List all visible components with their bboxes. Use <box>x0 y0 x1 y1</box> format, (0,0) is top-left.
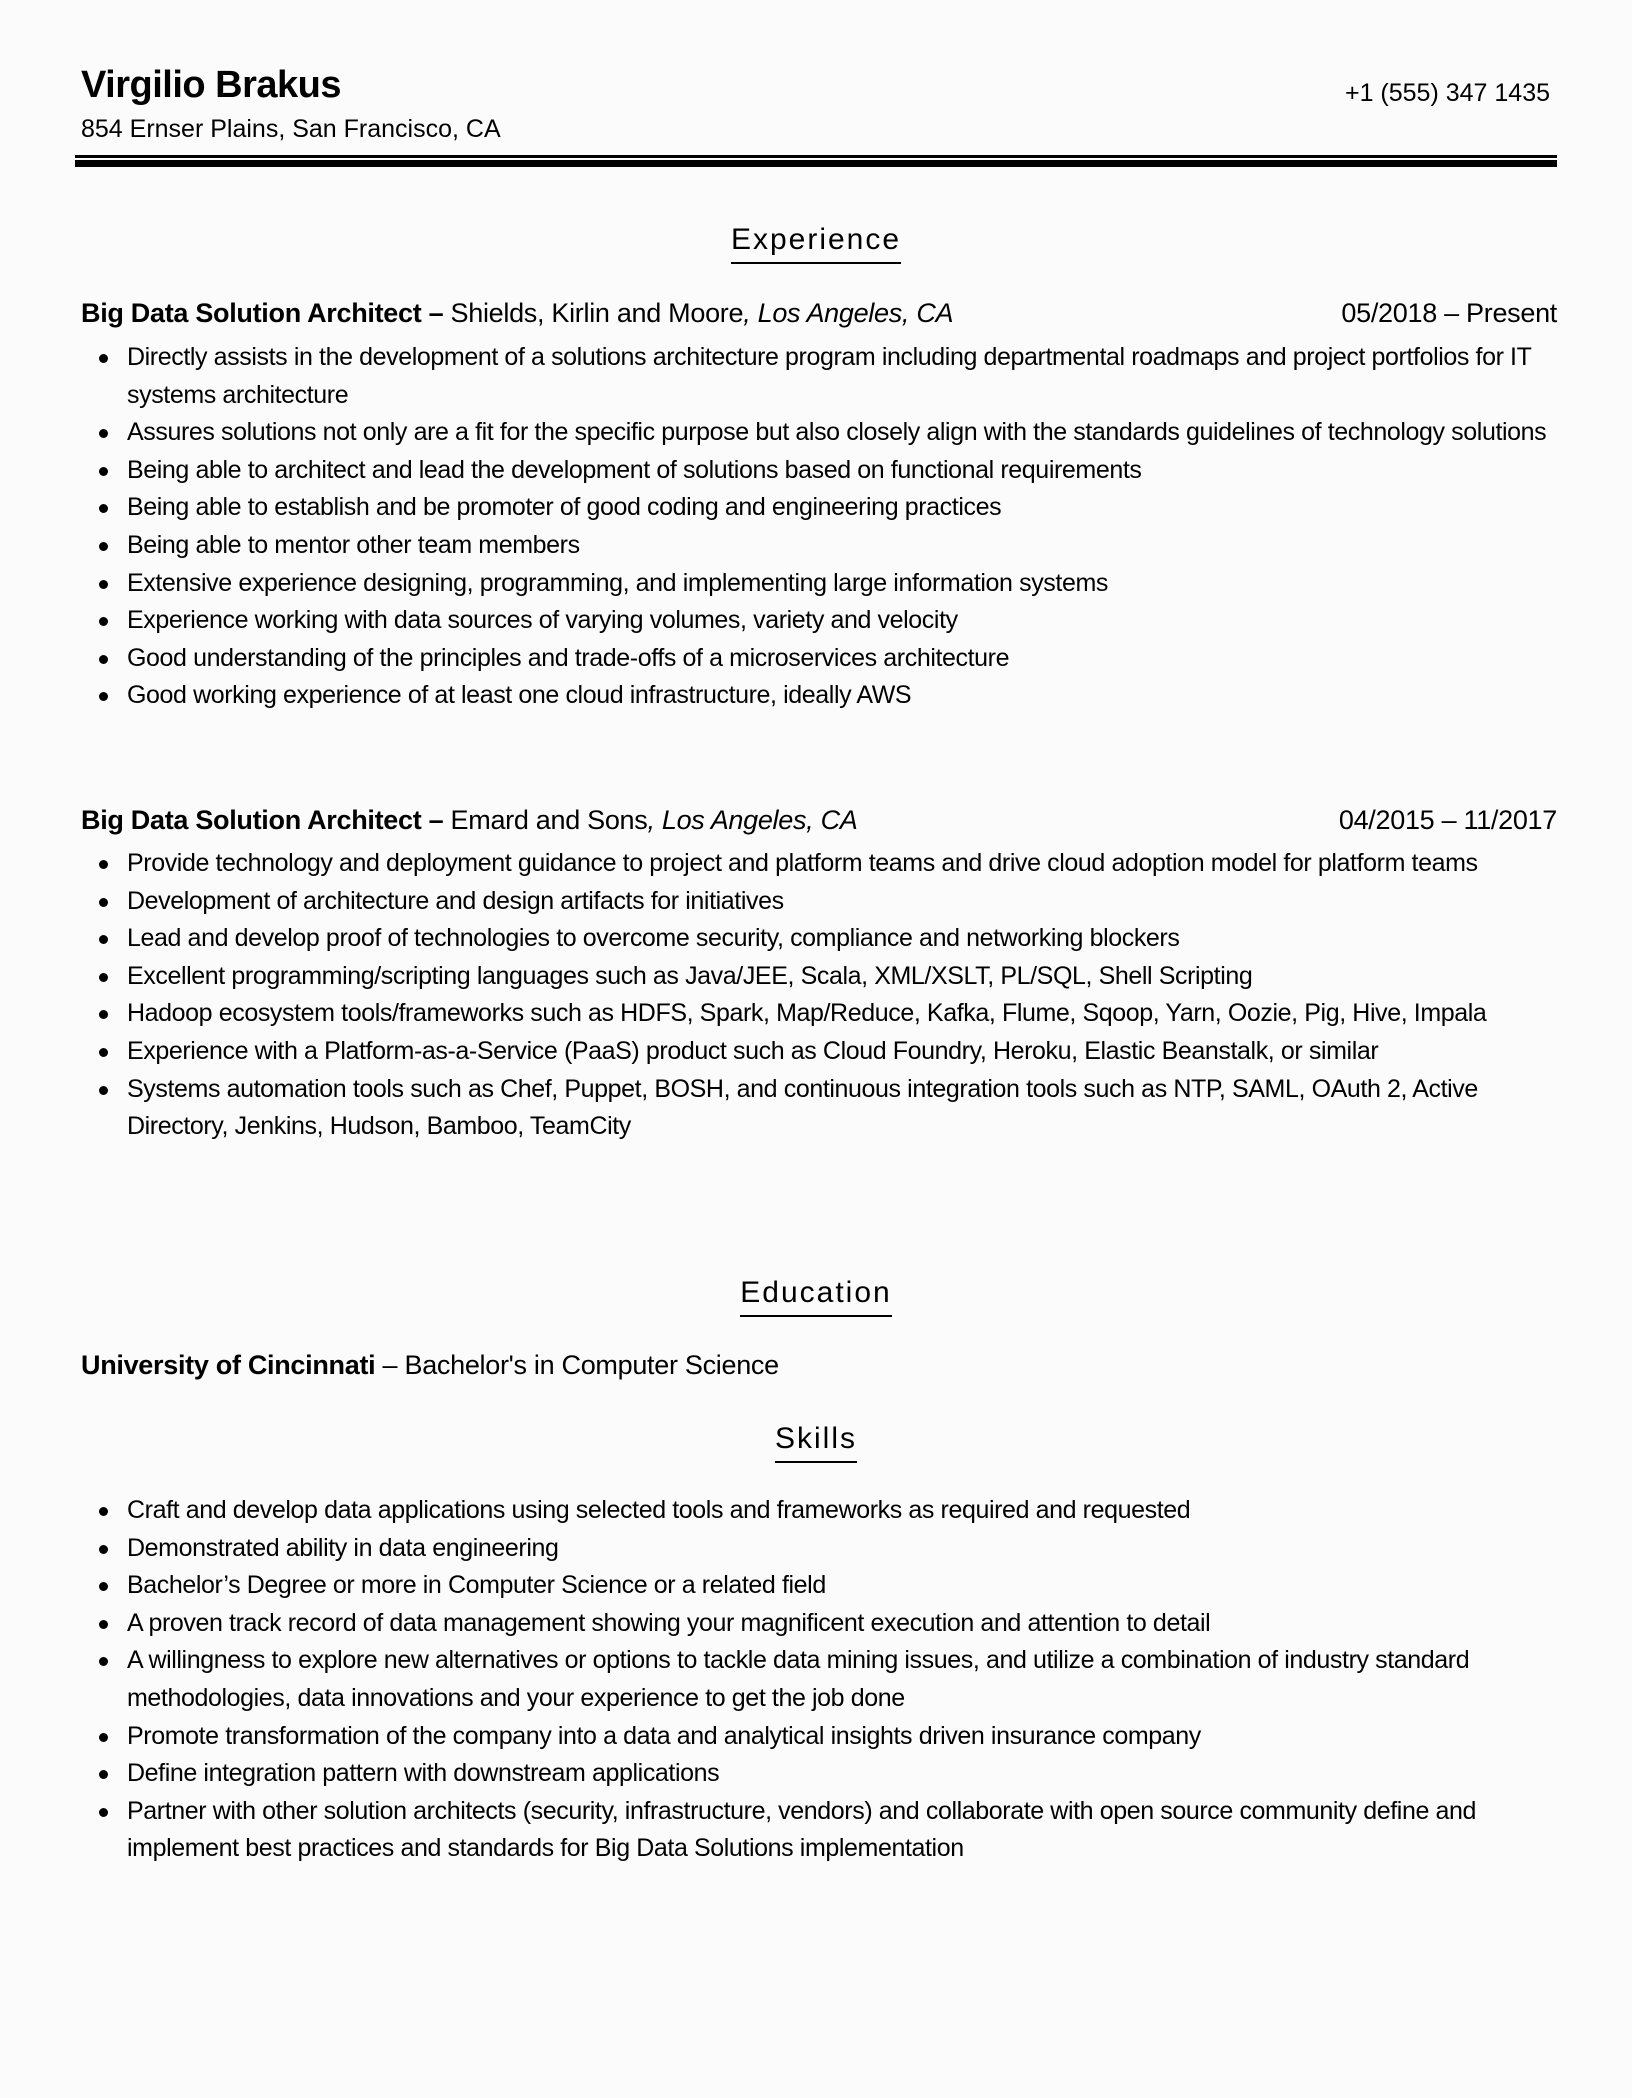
job-header <box>81 296 1557 330</box>
bullet-icon <box>99 1770 108 1779</box>
job-location: , Los Angeles, CA <box>743 298 954 328</box>
bullet-icon <box>99 860 108 869</box>
bullet-icon <box>99 617 108 626</box>
bullet-icon <box>99 898 108 907</box>
bullet-icon <box>99 429 108 438</box>
job-bullet-item <box>81 527 1551 565</box>
bullet-icon <box>99 1808 108 1817</box>
candidate-address: 854 Ernser Plains, San Francisco, CA <box>81 115 501 143</box>
job-bullet-item <box>81 339 1551 414</box>
education-school: University of Cincinnati <box>81 1350 376 1380</box>
bullet-icon <box>99 973 108 982</box>
bullet-text: Partner with other solution architects (security, infrastructure, vendors) and collaborate with open source community define and implement best practices and standards for Big Data Solutions implementation <box>127 1796 1477 1863</box>
job-company: Emard and Sons <box>450 805 648 835</box>
bullet-icon <box>99 1010 108 1019</box>
job-company: Shields, Kirlin and Moore <box>450 298 744 328</box>
education-heading <box>0 1275 1632 1317</box>
job-header <box>81 803 1557 837</box>
job-bullet-item <box>81 1033 1551 1071</box>
skill-item <box>81 1793 1551 1868</box>
bullet-icon <box>99 1048 108 1057</box>
bullet-text: Good understanding of the principles and trade-offs of a microservices architecture <box>127 643 1010 672</box>
bullet-text: Being able to mentor other team members <box>127 530 580 559</box>
skill-item <box>81 1755 1551 1793</box>
bullet-icon <box>99 1086 108 1095</box>
job-bullet-item <box>81 565 1551 603</box>
job-separator: – <box>421 805 451 835</box>
bullet-text: Lead and develop proof of technologies to overcome security, compliance and networking blockers <box>127 924 1180 953</box>
job-role <box>81 296 953 330</box>
education-heading-text: Education <box>740 1275 891 1317</box>
experience-heading <box>0 222 1632 264</box>
bullet-icon <box>99 542 108 551</box>
skill-item <box>81 1567 1551 1605</box>
bullet-icon <box>99 1620 108 1629</box>
bullet-icon <box>99 580 108 589</box>
bullet-icon <box>99 1545 108 1554</box>
job-role <box>81 803 858 837</box>
bullet-text: Directly assists in the development of a solutions architecture program including departmental roadmaps and project portfolios for IT systems architecture <box>127 343 1532 409</box>
bullet-text: Development of architecture and design artifacts for initiatives <box>127 886 784 915</box>
education-separator: – <box>375 1350 405 1380</box>
candidate-phone: +1 (555) 347 1435 <box>1344 79 1550 107</box>
skill-item <box>81 1605 1551 1643</box>
job-bullet-item <box>81 883 1551 921</box>
skills-heading-text: Skills <box>775 1421 857 1463</box>
bullet-icon <box>99 655 108 664</box>
bullet-text: Experience working with data sources of varying volumes, variety and velocity <box>127 606 958 635</box>
job-bullet-item <box>81 920 1551 958</box>
bullet-text: Provide technology and deployment guidance to project and platform teams and drive cloud adoption model for platform teams <box>127 849 1478 877</box>
skills-bullet-list <box>81 1492 1551 1868</box>
job-bullet-item <box>81 452 1551 490</box>
job-title: Big Data Solution Architect <box>81 805 422 835</box>
skills-heading <box>0 1421 1632 1463</box>
job-bullet-item <box>81 489 1551 527</box>
bullet-icon <box>99 467 108 476</box>
skill-item <box>81 1718 1551 1756</box>
bullet-text: Experience with a Platform-as-a-Service (PaaS) product such as Cloud Foundry, Heroku, Elastic Beanstalk, or similar <box>127 1036 1379 1065</box>
bullet-text: Promote transformation of the company into a data and analytical insights driven insurance company <box>127 1721 1201 1750</box>
bullet-text: Extensive experience designing, programming, and implementing large information systems <box>127 568 1108 597</box>
bullet-text: Being able to architect and lead the development of solutions based on functional requirements <box>127 455 1142 484</box>
job-bullet-item <box>81 602 1551 640</box>
bullet-text: Demonstrated ability in data engineering <box>127 1533 559 1562</box>
bullet-text: Define integration pattern with downstream applications <box>127 1759 720 1788</box>
bullet-icon <box>99 1733 108 1742</box>
job-location: , Los Angeles, CA <box>647 805 858 835</box>
experience-heading-text: Experience <box>731 222 901 264</box>
job-bullet-item <box>81 640 1551 678</box>
bullet-text: Excellent programming/scripting languages such as Java/JEE, Scala, XML/XSLT, PL/SQL, Shell Scripting <box>127 961 1253 990</box>
job-bullet-item <box>81 958 1551 996</box>
bullet-text: Craft and develop data applications using selected tools and frameworks as required and requested <box>127 1496 1191 1524</box>
job-bullet-item <box>81 1071 1551 1146</box>
bullet-text: Hadoop ecosystem tools/frameworks such as HDFS, Spark, Map/Reduce, Kafka, Flume, Sqoop, Yarn, Oozie, Pig, Hive, Impala <box>127 999 1487 1028</box>
bullet-text: A proven track record of data management showing your magnificent execution and attention to detail <box>127 1608 1211 1637</box>
job-bullet-list <box>81 845 1551 1146</box>
job-dates: 04/2015 – 11/2017 <box>1338 805 1557 835</box>
bullet-icon <box>99 354 108 363</box>
job-bullet-list <box>81 339 1551 715</box>
job-dates: 05/2018 – Present <box>1341 298 1557 328</box>
bullet-icon <box>99 692 108 701</box>
job-bullet-item <box>81 677 1551 715</box>
bullet-text: Assures solutions not only are a fit for the specific purpose but also closely align with the standards guidelines of technology solutions <box>127 418 1547 447</box>
job-bullet-item <box>81 995 1551 1033</box>
bullet-text: Being able to establish and be promoter of good coding and engineering practices <box>127 493 1002 522</box>
skill-item <box>81 1530 1551 1568</box>
header-divider <box>75 155 1557 167</box>
bullet-icon <box>99 504 108 513</box>
job-bullet-item <box>81 414 1551 452</box>
education-degree: Bachelor's in Computer Science <box>404 1350 779 1380</box>
job-separator: – <box>421 298 451 328</box>
skill-item <box>81 1642 1551 1717</box>
job-bullet-item <box>81 845 1551 883</box>
bullet-text: Systems automation tools such as Chef, Puppet, BOSH, and continuous integration tools such as NTP, SAML, OAuth 2, Active Directory, Jenkins, Hudson, Bamboo, TeamCity <box>127 1074 1478 1141</box>
bullet-icon <box>99 1582 108 1591</box>
candidate-name: Virgilio Brakus <box>81 64 342 106</box>
skill-item <box>81 1492 1551 1530</box>
bullet-text: Good working experience of at least one cloud infrastructure, ideally AWS <box>127 681 912 710</box>
bullet-icon <box>99 1507 108 1516</box>
job-title: Big Data Solution Architect <box>81 298 422 328</box>
bullet-text: A willingness to explore new alternatives or options to tackle data mining issues, and utilize a combination of industry standard methodologies, data innovations and your experience to get the job done <box>127 1646 1470 1712</box>
bullet-text: Bachelor’s Degree or more in Computer Science or a related field <box>127 1571 826 1600</box>
bullet-icon <box>99 1657 108 1666</box>
bullet-icon <box>99 935 108 944</box>
education-entry <box>81 1348 779 1382</box>
